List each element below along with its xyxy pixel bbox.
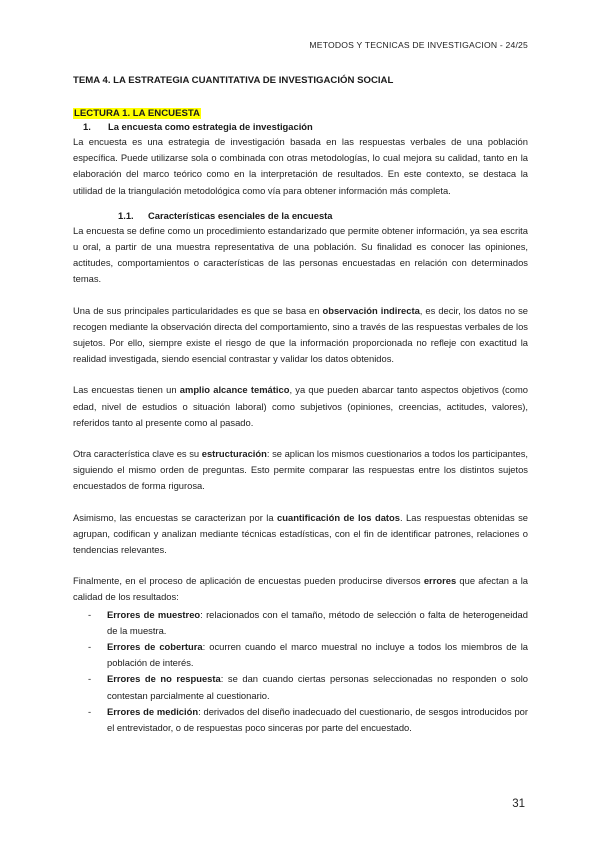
paragraph-definition: La encuesta se define como un procedimiento estandarizado que permite obtener información, ya sea escrita u oral, a partir de una muestra representativa de una población. Su finalidad es conocer las opiniones, actitudes, comportamientos o características de las personas encuestadas en relación con determinados temas.: [73, 224, 528, 285]
paragraph-estructuracion: [73, 446, 528, 495]
text-run: : se aplican los mismos cuestionarios a todos los participantes, siguiendo el mismo orden de preguntas. Esto permite comparar las respuestas entre los distintos sujetos encuestados de forma rigurosa.: [73, 448, 528, 492]
tema-title: TEMA 4. LA ESTRATEGIA CUANTITATIVA DE INVESTIGACIÓN SOCIAL: [73, 75, 394, 86]
running-header: METODOS Y TECNICAS DE INVESTIGACION - 24/25: [309, 40, 528, 50]
text-run: Una de sus principales particularidades es que se basa en: [73, 304, 323, 316]
text-run: , es decir, los datos no se recogen mediante la observación directa del comportamiento, sino a través de las respuestas verbales de los sujetos. Por ello, siempre existe el riesgo de que la información proporcionada no refleje con exactitud la realidad investigada, siendo esencial contrastar y validar los datos obtenidos.: [73, 304, 528, 365]
text-run: que afectan a la calidad de los resultados:: [73, 575, 528, 603]
paragraph-observacion-indirecta: [73, 303, 528, 368]
section-1-number: 1.: [83, 121, 91, 132]
section-1-1-title: Características esenciales de la encuesta: [148, 209, 333, 221]
text-run: . Las respuestas obtenidas se agrupan, codifican y analizan mediante técnicas estadísticas, con el fin de identificar patrones, relaciones o tendencias relevantes.: [73, 511, 528, 556]
list-dash: -: [88, 705, 92, 717]
section-1-1-heading: [118, 209, 528, 223]
text-run: , ya que pueden abarcar tanto aspectos objetivos (como edad, nivel de estudios o situación laboral) como subjetivos (opiniones, creencias, actitudes, valores), referidos tanto al presente como al pasado.: [73, 384, 528, 428]
list-dash: -: [88, 641, 92, 653]
error-item: [73, 671, 528, 703]
errors-list: [73, 607, 528, 737]
error-term: Errores de cobertura: [107, 641, 203, 653]
error-item: [73, 607, 528, 639]
page-number: 31: [512, 798, 525, 810]
section-1-heading: [83, 120, 528, 134]
error-item: [73, 639, 528, 671]
section-1-title: La encuesta como estrategia de investigación: [108, 121, 313, 132]
paragraph-cuantificacion: [73, 510, 528, 559]
bold-term: observación indirecta: [322, 304, 420, 316]
error-description: : derivados del diseño inadecuado del cuestionario, de sesgos introducidos por el entrevistador, o de respuestas poco sinceras por parte del encuestado.: [107, 705, 528, 734]
lectura-title-highlight: LECTURA 1. LA ENCUESTA: [74, 108, 200, 119]
page-content: [73, 74, 528, 736]
text-run: Otra característica clave es su: [73, 448, 202, 460]
text-run: Las encuestas tienen un: [73, 384, 180, 396]
list-dash: -: [88, 608, 92, 620]
error-description: : se dan cuando ciertas personas seleccionadas no responden o solo contestan parcialmente al cuestionario.: [107, 673, 528, 701]
bold-term: errores: [423, 575, 457, 587]
lectura-title: [73, 107, 528, 120]
bold-term: cuantificación de los datos: [277, 511, 400, 523]
text-run: Asimismo, las encuestas se caracterizan por la: [73, 511, 278, 523]
paragraph-alcance-tematico: [73, 382, 528, 431]
error-description: : relacionados con el tamaño, método de selección o falta de heterogeneidad de la muestra.: [107, 608, 528, 636]
paragraph-errores-intro: [73, 573, 528, 605]
error-term: Errores de medición: [107, 705, 199, 717]
bold-term: estructuración: [201, 448, 267, 460]
list-dash: -: [88, 673, 92, 685]
error-term: Errores de muestreo: [107, 608, 201, 620]
section-1-1-number: 1.1.: [118, 209, 134, 221]
section-1-paragraph: La encuesta es una estrategia de investigación basada en las respuestas verbales de una población específica. Puede utilizarse sola o combinada con otras metodologías, lo cual mejora su calidad, tanto en la elaboración del marco teórico como en la interpretación de resultados. En este contexto, se destaca la utilidad de la triangulación metodológica como vía para obtener información más completa.: [73, 136, 528, 196]
error-description: : ocurren cuando el marco muestral no incluye a todos los miembros de la población de interés.: [107, 641, 528, 669]
error-term: Errores de no respuesta: [107, 673, 221, 685]
error-item: [73, 704, 528, 736]
text-run: Finalmente, en el proceso de aplicación de encuestas pueden producirse diversos: [73, 575, 424, 587]
bold-term: amplio alcance temático: [179, 384, 290, 396]
